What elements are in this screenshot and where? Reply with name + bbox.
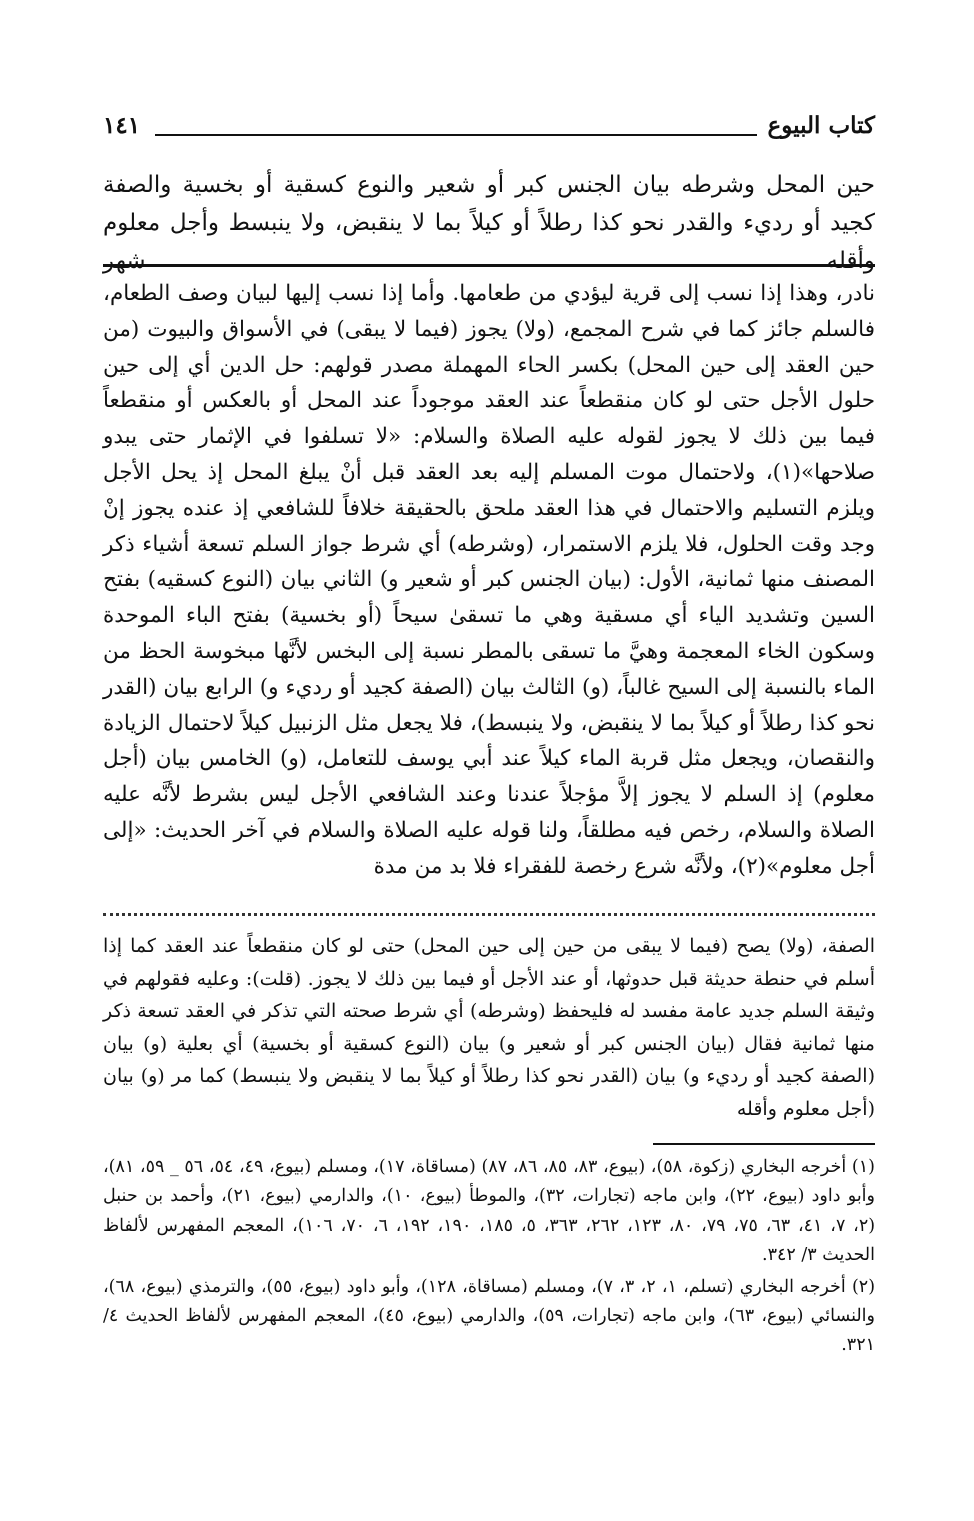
commentary	[103, 276, 875, 885]
main-text-paragraph: حين المحل وشرطه بيان الجنس كبر أو شعير والنوع كسقية أو بخسية والصفة كجيد أو رديء والقدر نحو كذا رطلاً أو كيلاً بما لا ينقبض، ولا ينبسط وأجل معلوم وأقله شهر	[103, 172, 875, 274]
footnote-2: (٢) أخرجه البخاري (تسلم، ١، ٢، ٣، ٧)، ومسلم (مساقاة، ١٢٨)، وأبو داود (بيوع، ٥٥)، والترمذي (بيوع، ٦٨)، والنسائي (بيوع، ٦٣)، وابن ماجه (تجارات، ٥٩)، والدارمي (بيوع، ٤٥)، المعجم المفهرس لألفاظ الحديث ٤/ ٣٢١.	[103, 1276, 876, 1356]
main-text-divider	[103, 264, 875, 267]
chapter-title: كتاب البيوع	[767, 112, 875, 139]
commentary-paragraph: نادر، وهذا إذا نسب إلى قرية ليؤدي من طعامها. وأما إذا نسب إليها لبيان وصف الطعام، فالسلم جائز كما في شرح المجمع، (ولا) يجوز (فيما لا يبقى) في الأسواق والبيوت (من حين العقد إلى حين المحل) بكسر الحاء المهملة مصدر قولهم: حل الدين أي إلى حين حلول الأجل حتى لو كان منقطعاً عند العقد موجوداً عند المحل أو بالعكس أو منقطعاً فيما بين ذلك لا يجوز لقوله عليه الصلاة والسلام: «لا تسلفوا في الإثمار حتى يبدو صلاحها»(١)، ولاحتمال موت المسلم إليه بعد العقد قبل أنْ يبلغ المحل إذ يحل الأجل ويلزم التسليم والاحتمال في هذا العقد ملحق بالحقيقة خلافاً للشافعي إذ عنده يجوز إنْ وجد وقت الحلول، فلا يلزم الاستمرار، (وشرطه) أي شرط جواز السلم تسعة أشياء ذكر المصنف منها ثمانية، الأول: (بيان الجنس كبر أو شعير و) الثاني بيان (النوع كسقيه) بفتح السين وتشديد الياء أي مسقية وهي ما تسقىٰ سيحاً (أو بخسية) بفتح الباء الموحدة وسكون الخاء المعجمة وهيَّ ما تسقى بالمطر نسبة إلى البخس لأنَّها مبخوسة الحظ من الماء بالنسبة إلى السيح غالباً، (و) الثالث بيان (الصفة كجيد أو رديء و) الرابع بيان (القدر نحو كذا رطلاً أو كيلاً بما لا ينقبض، ولا ينبسط)، فلا يجعل مثل الزنبيل كيلاً لاحتمال الزيادة والنقصان، ويجعل مثل قربة الماء كيلاً عند أبي يوسف للتعامل، (و) الخامس بيان (أجل معلوم) إذ السلم لا يجوز إلاَّ مؤجلاً عندنا وعند الشافعي الأجل ليس بشرط لأنَّه عليه الصلاة والسلام، رخص فيه مطلقاً، ولنا قوله عليه الصلاة والسلام في آخر الحديث: «إلى أجل معلوم»(٢)، ولأنَّه شرع رخصة للفقراء فلا بد من مدة	[103, 281, 875, 879]
dotted-divider	[103, 913, 875, 916]
page-number: ١٤١	[103, 112, 141, 139]
main-text	[103, 166, 875, 280]
footnote-rule	[653, 1143, 875, 1145]
header-rule	[155, 134, 757, 136]
gloss	[103, 930, 875, 1126]
footnotes	[103, 1153, 875, 1363]
running-header	[103, 112, 875, 152]
footnote-1: (١) أخرجه البخاري (زكوة، ٥٨)، (بيوع، ٨٣، ٨٥، ٨٦، ٨٧) (مساقاة، ١٧)، ومسلم (بيوع، ٤٩، ٥٤، ٥٦ _ ٥٩، ٨١)، وأبو داود (بيوع، ٢٢)، وابن ماجه (تجارات، ٣٢)، والموطأ (بيوع، ١٠)، والدارمي (بيوع، ٢١)، وأحمد بن حنبل (٢، ٧، ٤١، ٦٣، ٧٥، ٧٩، ٨٠، ١٢٣، ٢٦٢، ٣٦٣، ٥، ١٨٥، ١٩٠، ١٩٢، ٦، ٧٠، ١٠٦)، المعجم المفهرس لألفاظ الحديث ٣/ ٣٤٢.	[103, 1157, 876, 1266]
gloss-paragraph: الصفة، (ولا) يصح (فيما لا يبقى من حين إلى حين المحل) حتى لو كان منقطعاً عند العقد كما إذا أسلم في حنطة حديثة قبل حدوثها، أو عند الأجل أو فيما بين ذلك لا يجوز. (قلت): وعليه فقولهم في وثيقة السلم جديد عامة مفسد له فليحفظ (وشرطه) أي شرط صحته التي تذكر في العقد تسعة ذكر منها ثمانية فقال (بيان الجنس كبر أو شعير و) بيان (النوع كسقية أو بخسية) أي بعلية (و) بيان (الصفة كجيد أو رديء و) بيان (القدر نحو كذا رطلاً أو كيلاً بما لا ينقبض ولا ينبسط) كما مر (و) بيان (أجل معلوم وأقله	[103, 935, 875, 1120]
